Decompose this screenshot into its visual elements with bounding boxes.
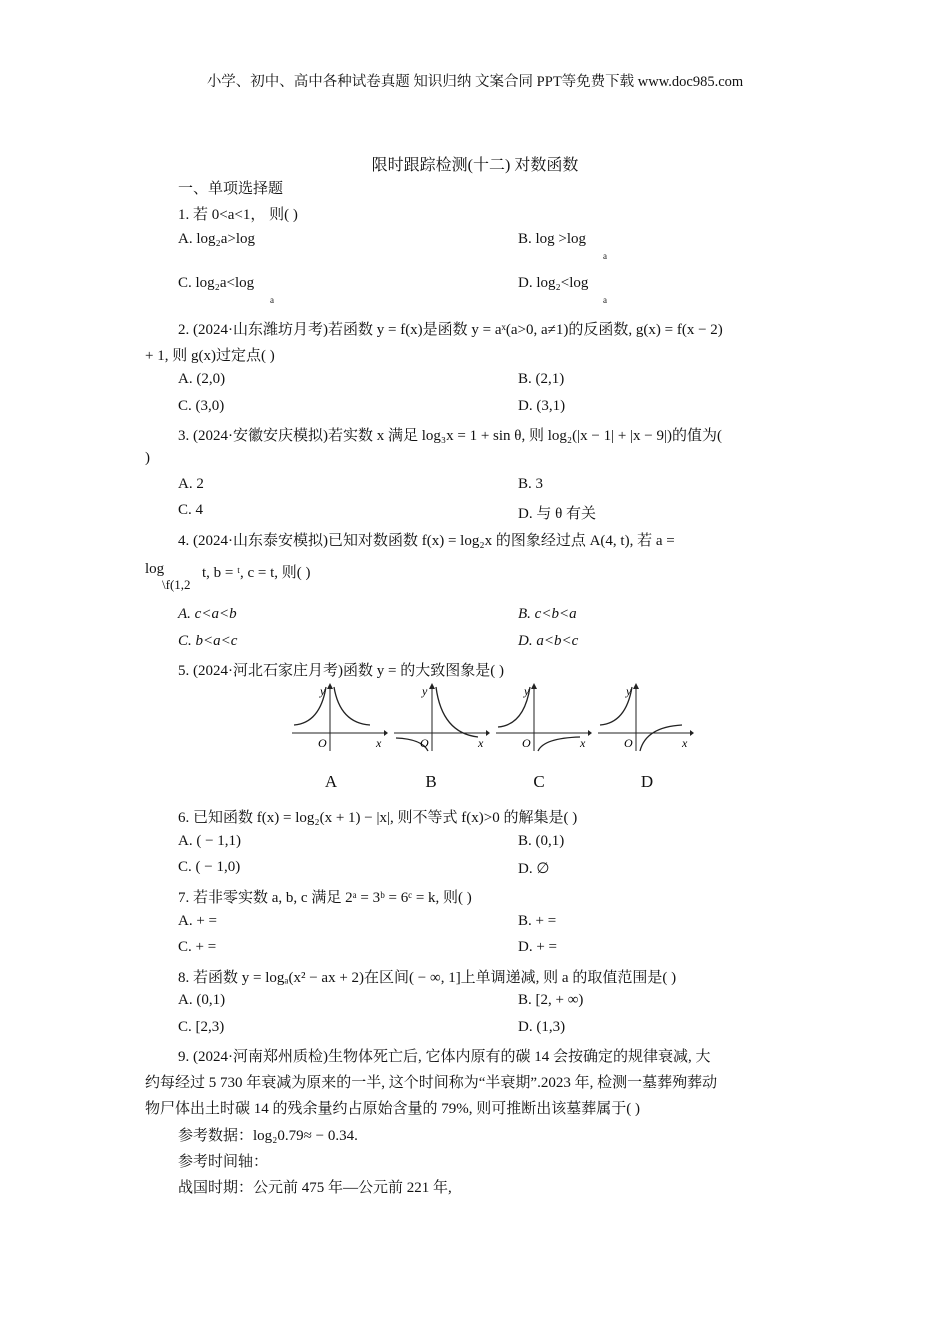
graph-c bbox=[494, 683, 592, 753]
q8-option-c: C. [2,3) bbox=[178, 1019, 225, 1035]
graph-a bbox=[290, 683, 388, 753]
axis-x-label: x bbox=[682, 736, 688, 750]
origin-label: O bbox=[420, 736, 429, 750]
q4-option-d: D. a<b<c bbox=[518, 633, 579, 649]
graph-d bbox=[596, 683, 694, 753]
graph-b bbox=[392, 683, 490, 753]
q1-option-c: C. log₂a<log bbox=[178, 275, 255, 291]
q7-option-a: A. + = bbox=[178, 913, 218, 929]
q7-stem: 7. 若非零实数 a, b, c 满足 2ᵃ = 3ᵇ = 6ᶜ = k, 则( ) bbox=[178, 890, 472, 906]
q1-option-d: D. log₂<log bbox=[518, 275, 589, 291]
q3-option-b: B. 3 bbox=[518, 476, 544, 492]
q2-option-d: D. (3,1) bbox=[518, 398, 566, 414]
q6-option-b: B. (0,1) bbox=[518, 833, 565, 849]
axis-y-label: y bbox=[626, 684, 632, 698]
q4-line1: 4. (2024·山东泰安模拟)已知对数函数 f(x) = log₂x 的图象经过点 A(4, t), 若 a = bbox=[178, 533, 675, 549]
q1-option-d-sub: a bbox=[603, 295, 607, 305]
q8-stem: 8. 若函数 y = logₐ(x² − ax + 2)在区间( − ∞, 1]上单调递减, 则 a 的取值范围是( ) bbox=[178, 970, 677, 986]
page-header: 小学、初中、高中各种试卷真题 知识归纳 文案合同 PPT等免费下载 www.doc985.com bbox=[206, 74, 744, 90]
q6-option-d: D. ∅ bbox=[518, 861, 550, 877]
q4-option-a: A. c<a<b bbox=[178, 606, 237, 622]
q2-option-a: A. (2,0) bbox=[178, 371, 226, 387]
axis-x-label: x bbox=[478, 736, 484, 750]
q6-stem: 6. 已知函数 f(x) = log₂(x + 1) − |x|, 则不等式 f(x)>0 的解集是( ) bbox=[178, 810, 578, 826]
q3-option-a: A. 2 bbox=[178, 476, 204, 492]
q7-option-d: D. + = bbox=[518, 939, 558, 955]
axis-y-label: y bbox=[320, 684, 326, 698]
q1-option-c-sub: a bbox=[270, 295, 274, 305]
q1-option-b: B. log >log bbox=[518, 231, 587, 247]
axis-y-label: y bbox=[524, 684, 530, 698]
q8-option-a: A. (0,1) bbox=[178, 992, 226, 1008]
axis-y-label: y bbox=[422, 684, 428, 698]
section-heading: 一、单项选择题 bbox=[178, 179, 284, 197]
q3-line1: 3. (2024·安徽安庆模拟)若实数 x 满足 log₃x = 1 + sin θ, 则 log₂(|x − 1| + |x − 9|)的值为( bbox=[178, 428, 723, 444]
q3-option-d: D. 与 θ 有关 bbox=[518, 506, 597, 522]
origin-label: O bbox=[318, 736, 327, 750]
q9-line3: 物尸体出土时碳 14 的残余量约占原始含量的 79%, 则可推断出该墓葬属于( ) bbox=[145, 1101, 640, 1117]
graph-label-d: D bbox=[640, 772, 654, 791]
q4-option-b: B. c<b<a bbox=[518, 606, 577, 622]
q3-line2: ) bbox=[145, 450, 150, 466]
q7-option-b: B. + = bbox=[518, 913, 557, 929]
origin-label: O bbox=[522, 736, 531, 750]
q4-line2-log: log bbox=[145, 561, 165, 577]
q6-option-c: C. ( − 1,0) bbox=[178, 859, 241, 875]
q8-option-d: D. (1,3) bbox=[518, 1019, 566, 1035]
q6-option-a: A. ( − 1,1) bbox=[178, 833, 242, 849]
q7-option-c: C. + = bbox=[178, 939, 217, 955]
q2-option-b: B. (2,1) bbox=[518, 371, 565, 387]
q9-ref-timeline-label: 参考时间轴： bbox=[178, 1154, 269, 1170]
q2-line1: 2. (2024·山东潍坊月考)若函数 y = f(x)是函数 y = aˣ(a>0, a≠1)的反函数, g(x) = f(x − 2) bbox=[178, 322, 723, 338]
q5-stem: 5. (2024·河北石家庄月考)函数 y = 的大致图象是( ) bbox=[178, 663, 504, 679]
graph-label-b: B bbox=[425, 772, 437, 791]
q2-line2: + 1, 则 g(x)过定点( ) bbox=[145, 348, 275, 364]
q8-option-b: B. [2, + ∞) bbox=[518, 992, 584, 1008]
page-title: 限时跟踪检测(十二) 对数函数 bbox=[371, 157, 579, 174]
axis-x-label: x bbox=[580, 736, 586, 750]
q3-option-c: C. 4 bbox=[178, 502, 204, 518]
q9-line1: 9. (2024·河南郑州质检)生物体死亡后, 它体内原有的碳 14 会按确定的规律衰减, 大 bbox=[178, 1049, 711, 1065]
q4-line2-artifact: \f(1,2 bbox=[162, 577, 191, 592]
q4-line2-rest: t, b = ᵗ, c = t, 则( ) bbox=[202, 565, 311, 581]
q9-ref-data: 参考数据：log₂0.79≈ − 0.34. bbox=[178, 1128, 358, 1144]
q9-ref-timeline-item: 战国时期：公元前 475 年—公元前 221 年, bbox=[178, 1180, 452, 1196]
graph-label-c: C bbox=[533, 772, 545, 791]
q1-stem: 1. 若 0<a<1， 则( ) bbox=[178, 207, 298, 223]
q2-option-c: C. (3,0) bbox=[178, 398, 225, 414]
q4-option-c: C. b<a<c bbox=[178, 633, 238, 649]
origin-label: O bbox=[624, 736, 633, 750]
q1-option-b-sub: a bbox=[603, 251, 607, 261]
q1-option-a: A. log₂a>log bbox=[178, 231, 256, 247]
axis-x-label: x bbox=[376, 736, 382, 750]
graph-label-a: A bbox=[324, 772, 338, 791]
q9-line2: 约每经过 5 730 年衰减为原来的一半, 这个时间称为“半衰期”.2023 年, 检测一墓葬殉葬动 bbox=[145, 1075, 718, 1091]
